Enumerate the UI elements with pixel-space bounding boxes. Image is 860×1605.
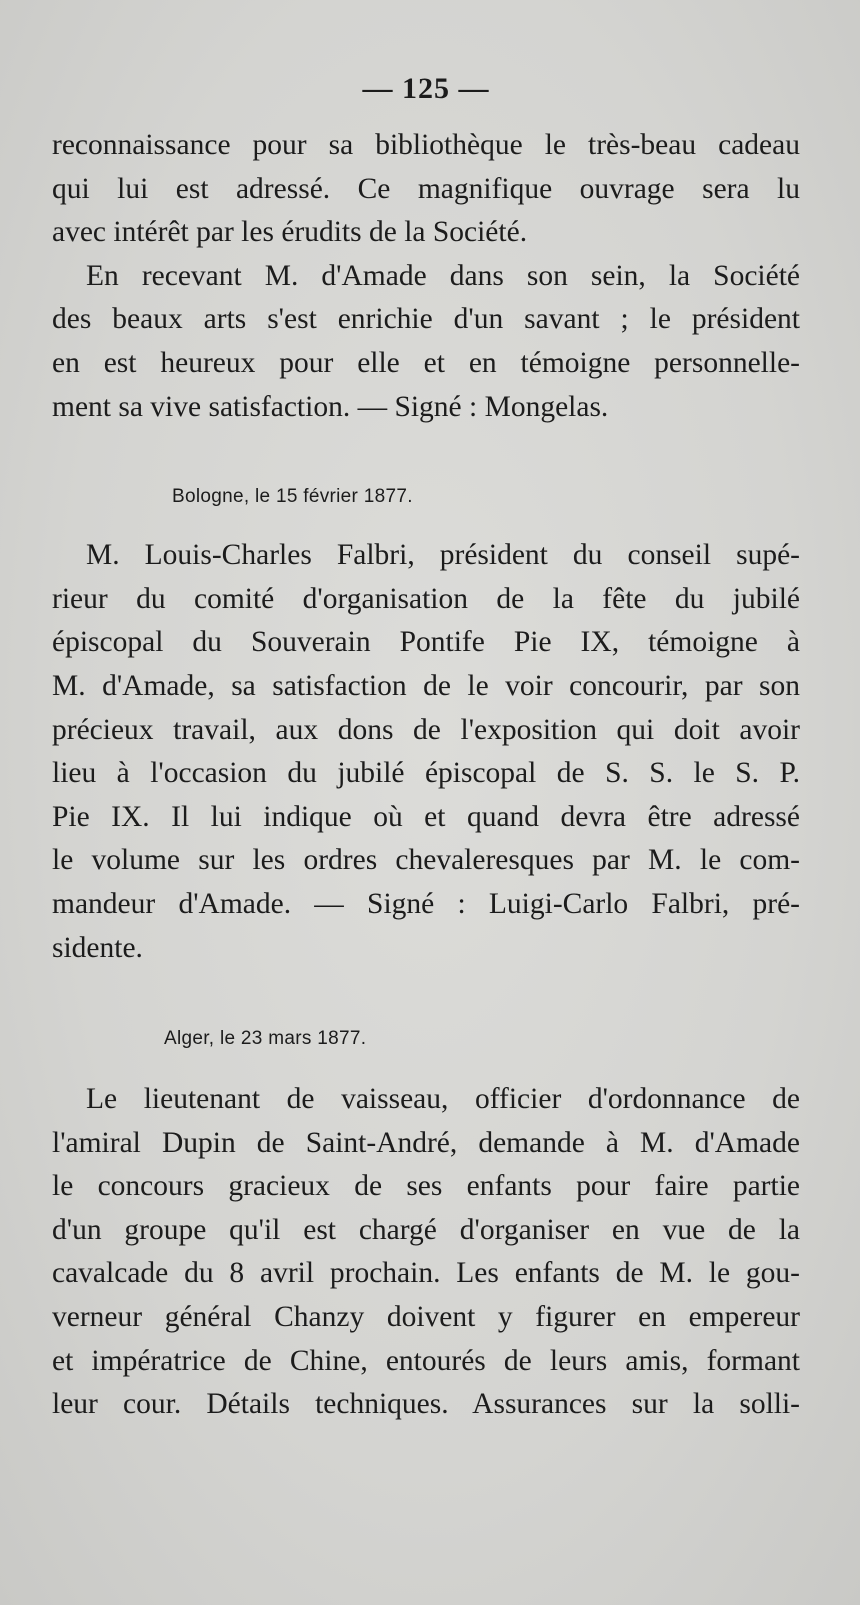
text-line: Le lieutenant de vaisseau, officier d'ordonnance de <box>86 1083 800 1116</box>
text-line: épiscopal du Souverain Pontife Pie IX, témoigne à <box>52 626 800 659</box>
paragraph-lieutenant <box>52 1078 800 1427</box>
text-line: avec intérêt par les érudits de la Société. <box>52 216 528 249</box>
text-line: le concours gracieux de ses enfants pour faire partie <box>52 1170 800 1203</box>
text-line: En recevant M. d'Amade dans son sein, la Société <box>86 259 800 292</box>
text-line: M. Louis-Charles Falbri, président du conseil supé- <box>86 539 800 572</box>
text-line: cavalcade du 8 avril prochain. Les enfants de M. le gou- <box>52 1257 800 1290</box>
text-line: M. d'Amade, sa satisfaction de le voir concourir, par son <box>52 669 800 702</box>
text-line: et impératrice de Chine, entourés de leurs amis, formant <box>52 1344 800 1377</box>
text-line: verneur général Chanzy doivent y figurer en empereur <box>52 1301 800 1334</box>
paragraph-intro <box>52 124 800 255</box>
paragraph-reception <box>52 255 800 429</box>
text-line: ment sa vive satisfaction. — Signé : Mongelas. <box>52 390 609 423</box>
text-line: l'amiral Dupin de Saint-André, demande à M. d'Amade <box>52 1126 800 1159</box>
text-line: reconnaissance pour sa bibliothèque le très-beau cadeau <box>52 129 800 161</box>
page-number: — 125 — <box>362 72 490 105</box>
text-line: lieu à l'occasion du jubilé épiscopal de S. S. le S. P. <box>52 757 800 790</box>
page-content <box>52 72 800 1427</box>
text-line: précieux travail, aux dons de l'exposition qui doit avoir <box>52 713 800 746</box>
text-line: leur cour. Détails techniques. Assurances sur la solli- <box>52 1388 800 1421</box>
text-line: sidente. <box>52 931 143 964</box>
text-line: en est heureux pour elle et en témoigne personnelle- <box>52 346 800 379</box>
text-line: le volume sur les ordres chevaleresques par M. le com- <box>52 844 800 877</box>
text-line: des beaux arts s'est enrichie d'un savant ; le président <box>52 303 800 336</box>
text-line: d'un groupe qu'il est chargé d'organiser en vue de la <box>52 1213 800 1246</box>
text-line: Pie IX. Il lui indique où et quand devra être adressé <box>52 800 800 833</box>
dateline-alger: Alger, le 23 mars 1877. <box>164 1028 367 1050</box>
dateline-bologne: Bologne, le 15 février 1877. <box>172 486 413 508</box>
paragraph-falbri <box>52 534 800 970</box>
text-line: qui lui est adressé. Ce magnifique ouvrage sera lu <box>52 172 800 205</box>
text-line: mandeur d'Amade. — Signé : Luigi-Carlo Falbri, pré- <box>52 887 800 920</box>
text-line: rieur du comité d'organisation de la fête du jubilé <box>52 582 800 615</box>
